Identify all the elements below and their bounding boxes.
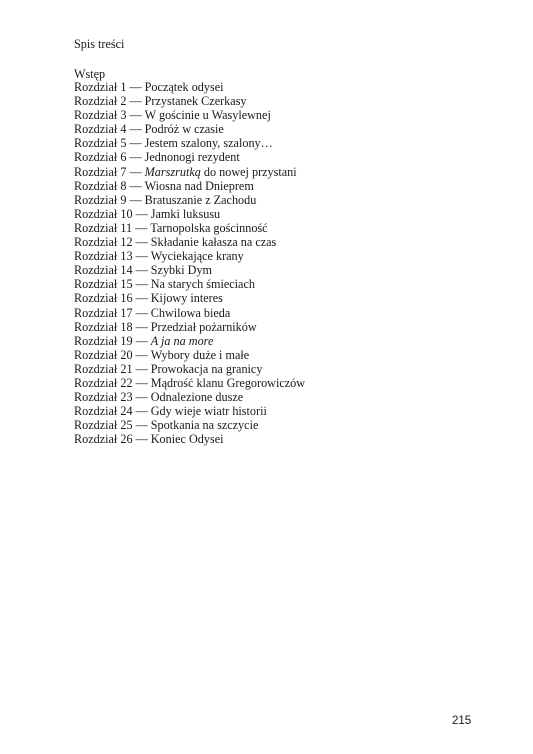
em-dash-separator: — bbox=[129, 178, 142, 193]
em-dash-separator: — bbox=[129, 94, 142, 109]
toc-entry bbox=[74, 179, 305, 193]
em-dash-separator: — bbox=[135, 347, 148, 362]
chapter-number: Rozdział 7 bbox=[74, 164, 127, 179]
chapter-number: Rozdział 3 bbox=[74, 108, 127, 123]
em-dash-separator: — bbox=[135, 319, 148, 334]
toc-entry bbox=[74, 80, 305, 94]
toc-entry bbox=[74, 306, 305, 320]
toc-entry bbox=[74, 122, 305, 136]
chapter-number: Rozdział 11 bbox=[74, 220, 133, 235]
chapter-number: Rozdział 17 bbox=[74, 305, 133, 320]
chapter-title: Przystanek Czerkasy bbox=[144, 94, 247, 109]
page-title: Spis treści bbox=[74, 37, 125, 51]
em-dash-separator: — bbox=[129, 80, 142, 94]
chapter-title: do nowej przystani bbox=[200, 164, 297, 179]
chapter-number: Rozdział 6 bbox=[74, 150, 127, 165]
chapter-number: Rozdział 21 bbox=[74, 361, 133, 376]
chapter-number: Rozdział 4 bbox=[74, 122, 127, 137]
toc-entry bbox=[74, 390, 305, 404]
toc-entry bbox=[74, 263, 305, 277]
toc-entry bbox=[74, 277, 305, 291]
toc-entry bbox=[74, 235, 305, 249]
em-dash-separator: — bbox=[129, 108, 142, 123]
chapter-title: Marszrutką bbox=[144, 164, 201, 179]
chapter-number: Rozdział 12 bbox=[74, 235, 133, 250]
em-dash-separator: — bbox=[135, 291, 148, 306]
toc-entry bbox=[74, 165, 305, 179]
chapter-number: Rozdział 8 bbox=[74, 178, 127, 193]
em-dash-separator: — bbox=[135, 249, 148, 264]
toc-entry bbox=[74, 432, 305, 446]
chapter-title: Prowokacja na granicy bbox=[150, 361, 263, 376]
toc-entry bbox=[74, 348, 305, 362]
em-dash-separator: — bbox=[129, 136, 142, 151]
chapter-number: Rozdział 23 bbox=[74, 390, 133, 405]
chapter-number: Rozdział 13 bbox=[74, 249, 133, 264]
chapter-number: Rozdział 16 bbox=[74, 291, 133, 306]
em-dash-separator: — bbox=[135, 390, 148, 405]
chapter-title: Jamki luksusu bbox=[150, 206, 221, 221]
toc-entry bbox=[74, 376, 305, 390]
chapter-title: Jednonogi rezydent bbox=[144, 150, 240, 165]
em-dash-separator: — bbox=[135, 277, 148, 292]
chapter-title: Początek odysei bbox=[144, 80, 224, 94]
chapter-title: Składanie kałasza na czas bbox=[150, 235, 277, 250]
chapter-title: Spotkania na szczycie bbox=[150, 418, 259, 433]
toc-entry bbox=[74, 193, 305, 207]
chapter-title: Przedział pożarników bbox=[150, 319, 257, 334]
toc-entry bbox=[74, 334, 305, 348]
em-dash-separator: — bbox=[135, 418, 148, 433]
em-dash-separator: — bbox=[135, 235, 148, 250]
chapter-title: Chwilowa bieda bbox=[150, 305, 231, 320]
chapter-title: A ja na more bbox=[150, 333, 214, 348]
chapter-title: Wyciekające krany bbox=[150, 249, 244, 264]
em-dash-separator: — bbox=[135, 432, 148, 447]
chapter-number: Rozdział 5 bbox=[74, 136, 127, 151]
em-dash-separator: — bbox=[135, 404, 148, 419]
table-of-contents bbox=[74, 80, 305, 446]
em-dash-separator: — bbox=[135, 263, 148, 278]
chapter-number: Rozdział 18 bbox=[74, 319, 133, 334]
chapter-title: Wybory duże i małe bbox=[150, 347, 250, 362]
chapter-number: Rozdział 24 bbox=[74, 404, 133, 419]
chapter-number: Rozdział 2 bbox=[74, 94, 127, 109]
toc-entry bbox=[74, 320, 305, 334]
em-dash-separator: — bbox=[135, 305, 148, 320]
toc-entry bbox=[74, 136, 305, 150]
chapter-title: W gościnie u Wasylewnej bbox=[144, 108, 271, 123]
toc-entry bbox=[74, 362, 305, 376]
em-dash-separator: — bbox=[129, 192, 142, 207]
toc-entry bbox=[74, 207, 305, 221]
em-dash-separator: — bbox=[135, 206, 148, 221]
chapter-number: Rozdział 9 bbox=[74, 192, 127, 207]
chapter-number: Rozdział 15 bbox=[74, 277, 133, 292]
chapter-title: Podróż w czasie bbox=[144, 122, 224, 137]
chapter-title: Tarnopolska gościnność bbox=[150, 220, 268, 235]
toc-entry bbox=[74, 108, 305, 122]
em-dash-separator: — bbox=[129, 164, 142, 179]
chapter-title: Na starych śmieciach bbox=[150, 277, 255, 292]
toc-entry bbox=[74, 150, 305, 164]
toc-entry bbox=[74, 291, 305, 305]
page-number: 215 bbox=[452, 715, 472, 727]
em-dash-separator: — bbox=[135, 333, 148, 348]
toc-entry bbox=[74, 94, 305, 108]
chapter-number: Rozdział 26 bbox=[74, 432, 133, 447]
toc-intro-entry: Wstęp bbox=[74, 67, 106, 81]
chapter-title: Szybki Dym bbox=[150, 263, 213, 278]
chapter-title: Wiosna nad Dnieprem bbox=[144, 178, 254, 193]
chapter-title: Kijowy interes bbox=[150, 291, 223, 306]
chapter-title: Gdy wieje wiatr historii bbox=[150, 404, 267, 419]
em-dash-separator: — bbox=[129, 122, 142, 137]
chapter-number: Rozdział 10 bbox=[74, 206, 133, 221]
chapter-title: Bratuszanie z Zachodu bbox=[144, 192, 257, 207]
chapter-number: Rozdział 20 bbox=[74, 347, 133, 362]
em-dash-separator: — bbox=[135, 220, 148, 235]
toc-entry bbox=[74, 404, 305, 418]
chapter-number: Rozdział 1 bbox=[74, 80, 127, 94]
toc-entry bbox=[74, 221, 305, 235]
chapter-number: Rozdział 14 bbox=[74, 263, 133, 278]
chapter-title: Jestem szalony, szalony… bbox=[144, 136, 273, 151]
toc-entry bbox=[74, 418, 305, 432]
chapter-number: Rozdział 19 bbox=[74, 333, 133, 348]
chapter-title: Odnalezione dusze bbox=[150, 390, 244, 405]
chapter-number: Rozdział 25 bbox=[74, 418, 133, 433]
chapter-title: Mądrość klanu Gregorowiczów bbox=[150, 375, 306, 390]
em-dash-separator: — bbox=[135, 375, 148, 390]
em-dash-separator: — bbox=[129, 150, 142, 165]
chapter-title: Koniec Odysei bbox=[150, 432, 224, 447]
toc-entry bbox=[74, 249, 305, 263]
em-dash-separator: — bbox=[135, 361, 148, 376]
chapter-number: Rozdział 22 bbox=[74, 375, 133, 390]
